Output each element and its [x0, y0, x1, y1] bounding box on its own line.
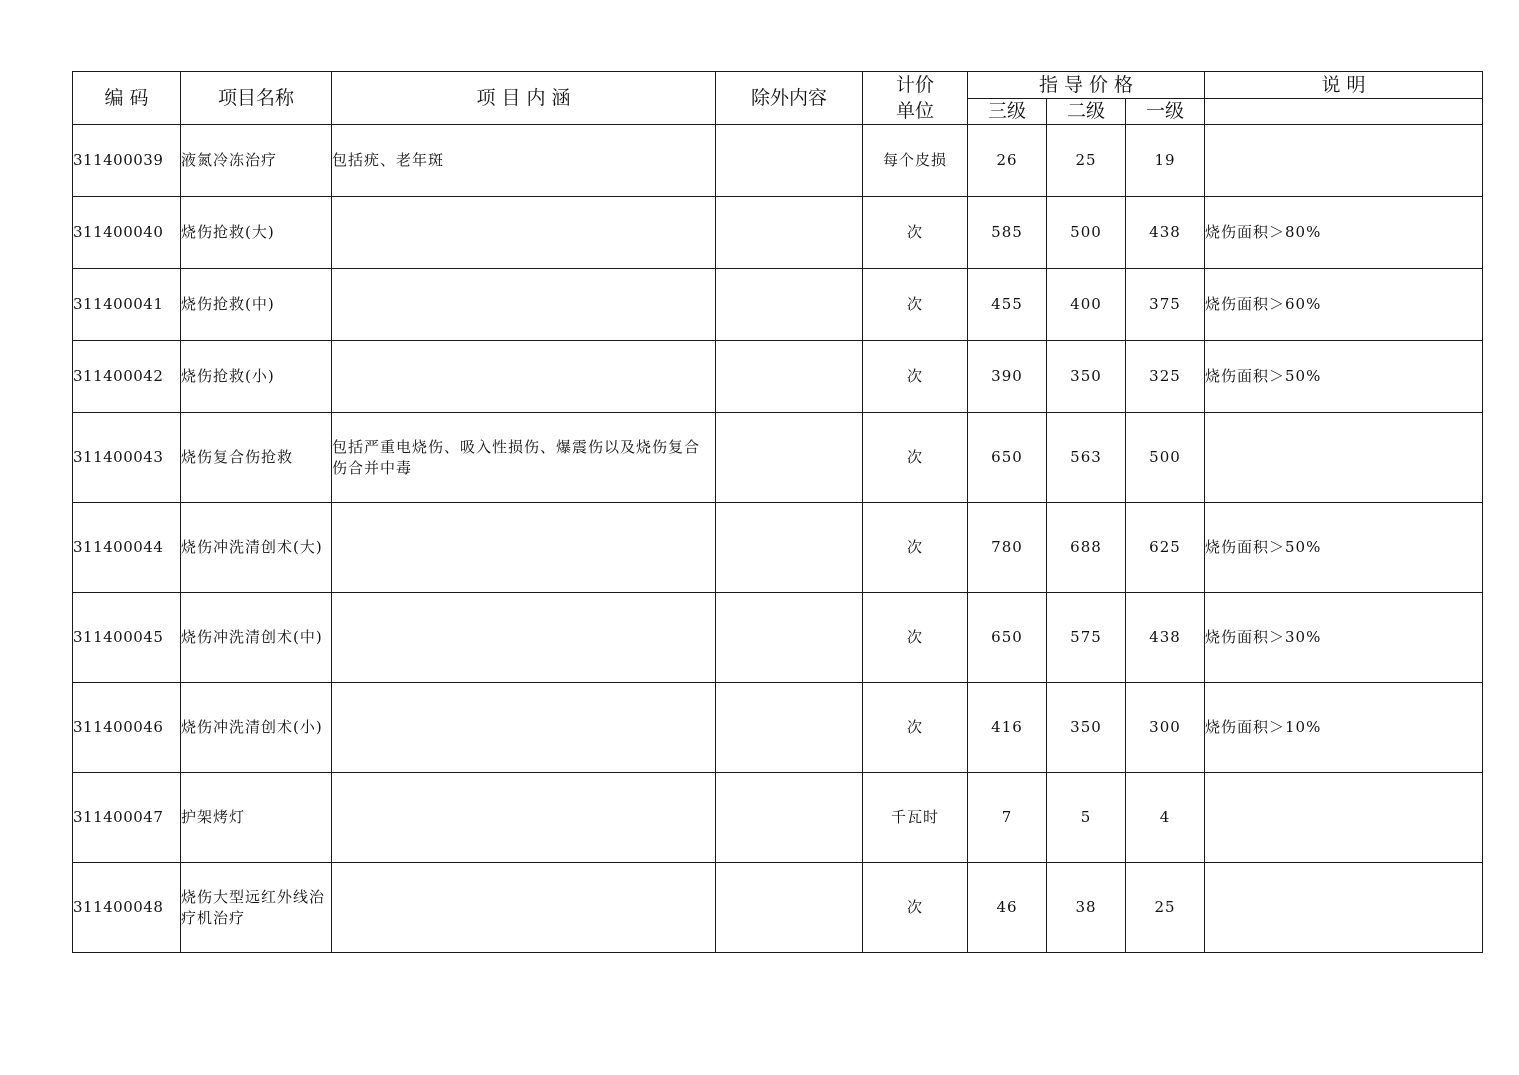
table-row	[73, 269, 1483, 341]
cell-level2: 38	[1047, 863, 1126, 953]
cell-unit: 每个皮损	[863, 125, 968, 197]
cell-level2: 350	[1047, 341, 1126, 413]
cell-name: 烧伤冲洗清创术(中)	[181, 593, 332, 683]
cell-name: 烧伤复合伤抢救	[181, 413, 332, 503]
cell-level2: 5	[1047, 773, 1126, 863]
cell-content	[332, 503, 716, 593]
cell-name: 烧伤冲洗清创术(大)	[181, 503, 332, 593]
cell-level1: 500	[1126, 413, 1205, 503]
cell-level1: 438	[1126, 197, 1205, 269]
table-row	[73, 125, 1483, 197]
cell-note	[1205, 773, 1483, 863]
cell-content	[332, 683, 716, 773]
cell-unit: 千瓦时	[863, 773, 968, 863]
cell-level1: 25	[1126, 863, 1205, 953]
cell-code: 311400047	[73, 773, 181, 863]
cell-exclusion	[716, 413, 863, 503]
cell-code: 311400041	[73, 269, 181, 341]
cell-content	[332, 773, 716, 863]
table-row	[73, 503, 1483, 593]
header-unit-line1: 计价	[895, 74, 934, 96]
cell-code: 311400048	[73, 863, 181, 953]
header-unit-line2: 单位	[895, 100, 934, 122]
cell-level3: 650	[968, 593, 1047, 683]
header-level3: 三级	[968, 98, 1047, 125]
cell-exclusion	[716, 683, 863, 773]
cell-content	[332, 341, 716, 413]
cell-name: 护架烤灯	[181, 773, 332, 863]
cell-exclusion	[716, 593, 863, 683]
cell-level1: 625	[1126, 503, 1205, 593]
cell-name: 液氮冷冻治疗	[181, 125, 332, 197]
cell-unit: 次	[863, 341, 968, 413]
cell-note	[1205, 125, 1483, 197]
cell-level3: 7	[968, 773, 1047, 863]
cell-unit: 次	[863, 593, 968, 683]
cell-level2: 563	[1047, 413, 1126, 503]
table-row	[73, 773, 1483, 863]
cell-code: 311400040	[73, 197, 181, 269]
price-sheet	[72, 71, 1483, 953]
header-level2: 二级	[1047, 98, 1126, 125]
cell-code: 311400043	[73, 413, 181, 503]
table-row	[73, 593, 1483, 683]
cell-code: 311400042	[73, 341, 181, 413]
header-note-sub	[1205, 98, 1483, 125]
cell-name: 烧伤冲洗清创术(小)	[181, 683, 332, 773]
cell-level2: 350	[1047, 683, 1126, 773]
cell-name: 烧伤大型远红外线治疗机治疗	[181, 863, 332, 953]
cell-note	[1205, 413, 1483, 503]
cell-level3: 650	[968, 413, 1047, 503]
cell-unit: 次	[863, 683, 968, 773]
cell-level3: 585	[968, 197, 1047, 269]
cell-note: 烧伤面积＞30%	[1205, 593, 1483, 683]
table-row	[73, 197, 1483, 269]
header-code: 编 码	[73, 72, 181, 125]
cell-level2: 500	[1047, 197, 1126, 269]
header-guide-price: 指 导 价 格	[968, 72, 1205, 99]
cell-name: 烧伤抢救(中)	[181, 269, 332, 341]
cell-exclusion	[716, 269, 863, 341]
cell-unit: 次	[863, 863, 968, 953]
price-table	[72, 71, 1483, 953]
header-unit	[863, 72, 968, 125]
cell-note: 烧伤面积＞50%	[1205, 341, 1483, 413]
cell-level1: 19	[1126, 125, 1205, 197]
cell-level1: 300	[1126, 683, 1205, 773]
cell-note	[1205, 863, 1483, 953]
cell-note: 烧伤面积＞80%	[1205, 197, 1483, 269]
cell-level3: 416	[968, 683, 1047, 773]
cell-unit: 次	[863, 503, 968, 593]
cell-level2: 25	[1047, 125, 1126, 197]
cell-content	[332, 863, 716, 953]
cell-level1: 4	[1126, 773, 1205, 863]
cell-content	[332, 593, 716, 683]
cell-note: 烧伤面积＞60%	[1205, 269, 1483, 341]
table-body	[73, 125, 1483, 953]
header-exclusion: 除外内容	[716, 72, 863, 125]
cell-code: 311400039	[73, 125, 181, 197]
cell-exclusion	[716, 773, 863, 863]
cell-level3: 46	[968, 863, 1047, 953]
cell-content: 包括严重电烧伤、吸入性损伤、爆震伤以及烧伤复合伤合并中毒	[332, 413, 716, 503]
cell-exclusion	[716, 863, 863, 953]
cell-level3: 390	[968, 341, 1047, 413]
table-row	[73, 341, 1483, 413]
cell-exclusion	[716, 341, 863, 413]
cell-unit: 次	[863, 197, 968, 269]
cell-level3: 780	[968, 503, 1047, 593]
table-row	[73, 413, 1483, 503]
cell-note: 烧伤面积＞50%	[1205, 503, 1483, 593]
cell-level2: 400	[1047, 269, 1126, 341]
cell-level1: 438	[1126, 593, 1205, 683]
table-row	[73, 683, 1483, 773]
table-row	[73, 863, 1483, 953]
header-content: 项 目 内 涵	[332, 72, 716, 125]
cell-unit: 次	[863, 413, 968, 503]
header-note: 说 明	[1205, 72, 1483, 99]
cell-exclusion	[716, 197, 863, 269]
cell-code: 311400046	[73, 683, 181, 773]
cell-code: 311400044	[73, 503, 181, 593]
cell-level3: 455	[968, 269, 1047, 341]
cell-level2: 575	[1047, 593, 1126, 683]
cell-unit: 次	[863, 269, 968, 341]
cell-exclusion	[716, 125, 863, 197]
cell-level1: 375	[1126, 269, 1205, 341]
cell-level2: 688	[1047, 503, 1126, 593]
cell-name: 烧伤抢救(小)	[181, 341, 332, 413]
cell-content	[332, 197, 716, 269]
cell-code: 311400045	[73, 593, 181, 683]
cell-exclusion	[716, 503, 863, 593]
cell-level1: 325	[1126, 341, 1205, 413]
cell-name: 烧伤抢救(大)	[181, 197, 332, 269]
cell-content	[332, 269, 716, 341]
cell-level3: 26	[968, 125, 1047, 197]
cell-content: 包括疣、老年斑	[332, 125, 716, 197]
header-level1: 一级	[1126, 98, 1205, 125]
table-header	[73, 72, 1483, 125]
cell-note: 烧伤面积＞10%	[1205, 683, 1483, 773]
header-name: 项目名称	[181, 72, 332, 125]
